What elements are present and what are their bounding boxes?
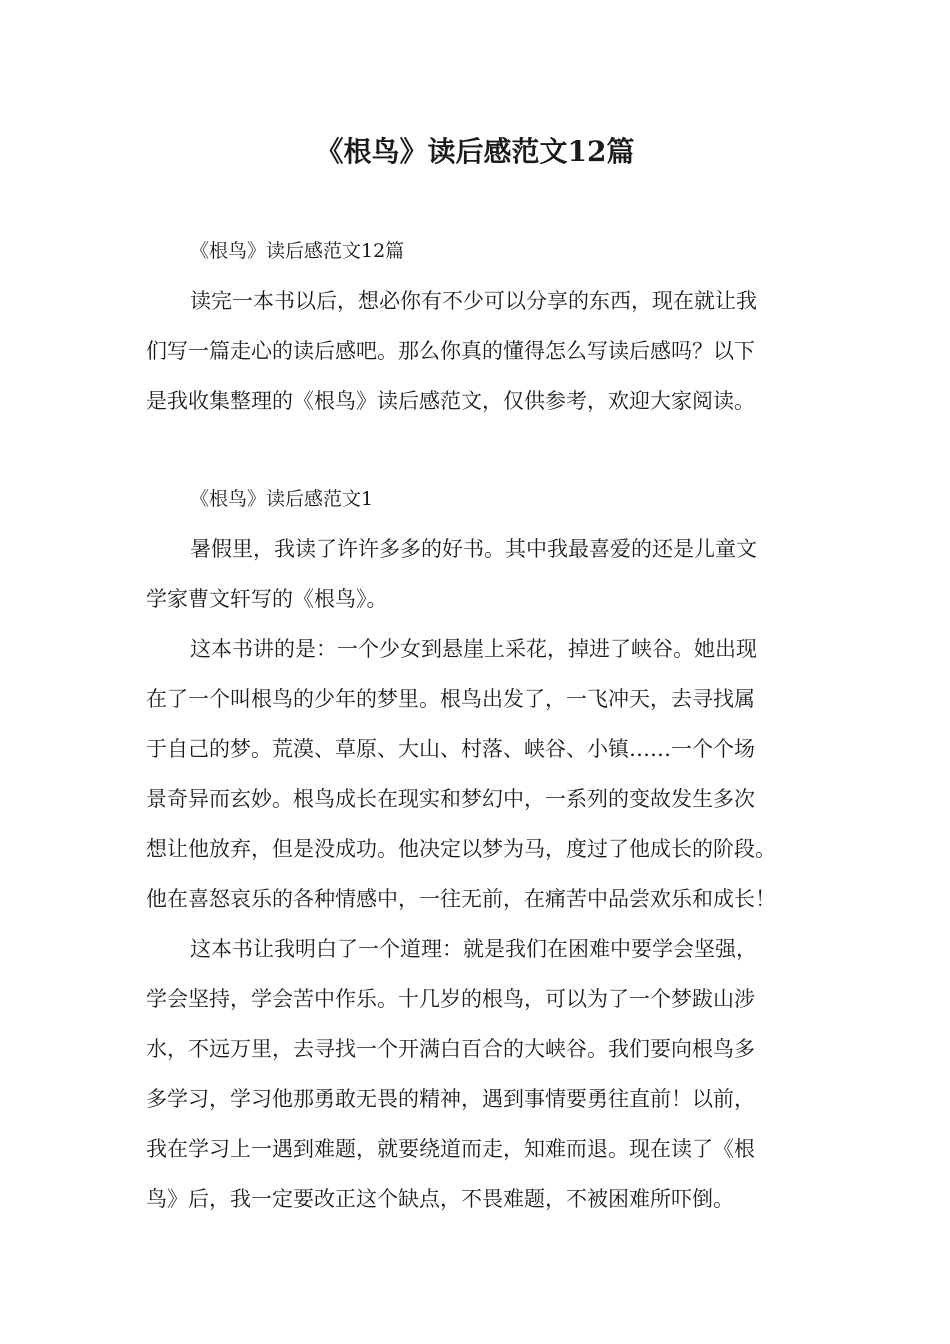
paragraph-line: 这本书让我明白了一个道理：就是我们在困难中要学会坚强， [190,937,757,961]
paragraph-line: 鸟》后，我一定要改正这个缺点，不畏难题，不被困难所吓倒。 [146,1187,734,1211]
paragraph-line: 他在喜怒哀乐的各种情感中，一往无前，在痛苦中品尝欢乐和成长！ [146,887,776,911]
section-1-paragraph-3 [146,924,822,1224]
intro-heading: 《根鸟》读后感范文12篇 [190,240,405,262]
paragraph-line: 是我收集整理的《根鸟》读后感范文，仅供参考，欢迎大家阅读。 [146,389,755,413]
paragraph-line: 学家曹文轩写的《根鸟》。 [146,587,388,611]
section-1-heading: 《根鸟》读后感范文1 [190,488,374,510]
paragraph-line: 水，不远万里，去寻找一个开满白百合的大峡谷。我们要向根鸟多 [146,1037,755,1061]
paragraph-line: 在了一个叫根鸟的少年的梦里。根鸟出发了，一飞冲天，去寻找属 [146,687,755,711]
paragraph-line: 我在学习上一遇到难题，就要绕道而走，知难而退。现在读了《根 [146,1137,755,1161]
paragraph-line: 学会坚持，学会苦中作乐。十几岁的根鸟，可以为了一个梦跋山涉 [146,987,755,1011]
paragraph-line: 暑假里，我读了许许多多的好书。其中我最喜爱的还是儿童文 [190,537,757,561]
paragraph-line: 景奇异而玄妙。根鸟成长在现实和梦幻中，一系列的变故发生多次 [146,787,755,811]
paragraph-line: 读完一本书以后，想必你有不少可以分享的东西，现在就让我 [190,289,757,313]
paragraph-line: 这本书讲的是：一个少女到悬崖上采花，掉进了峡谷。她出现 [190,637,757,661]
section-1-paragraph-1 [146,524,822,624]
intro-paragraph [146,276,822,426]
paragraph-line: 想让他放弃，但是没成功。他决定以梦为马，度过了他成长的阶段。 [146,837,776,861]
paragraph-line: 多学习，学习他那勇敢无畏的精神，遇到事情要勇往直前！以前， [146,1087,755,1111]
section-1-paragraph-2 [146,624,822,924]
document-title: 《根鸟》读后感范文12篇 [315,135,635,168]
paragraph-line: 们写一篇走心的读后感吧。那么你真的懂得怎么写读后感吗？以下 [146,339,755,363]
paragraph-line: 于自己的梦。荒漠、草原、大山、村落、峡谷、小镇……一个个场 [146,737,755,761]
